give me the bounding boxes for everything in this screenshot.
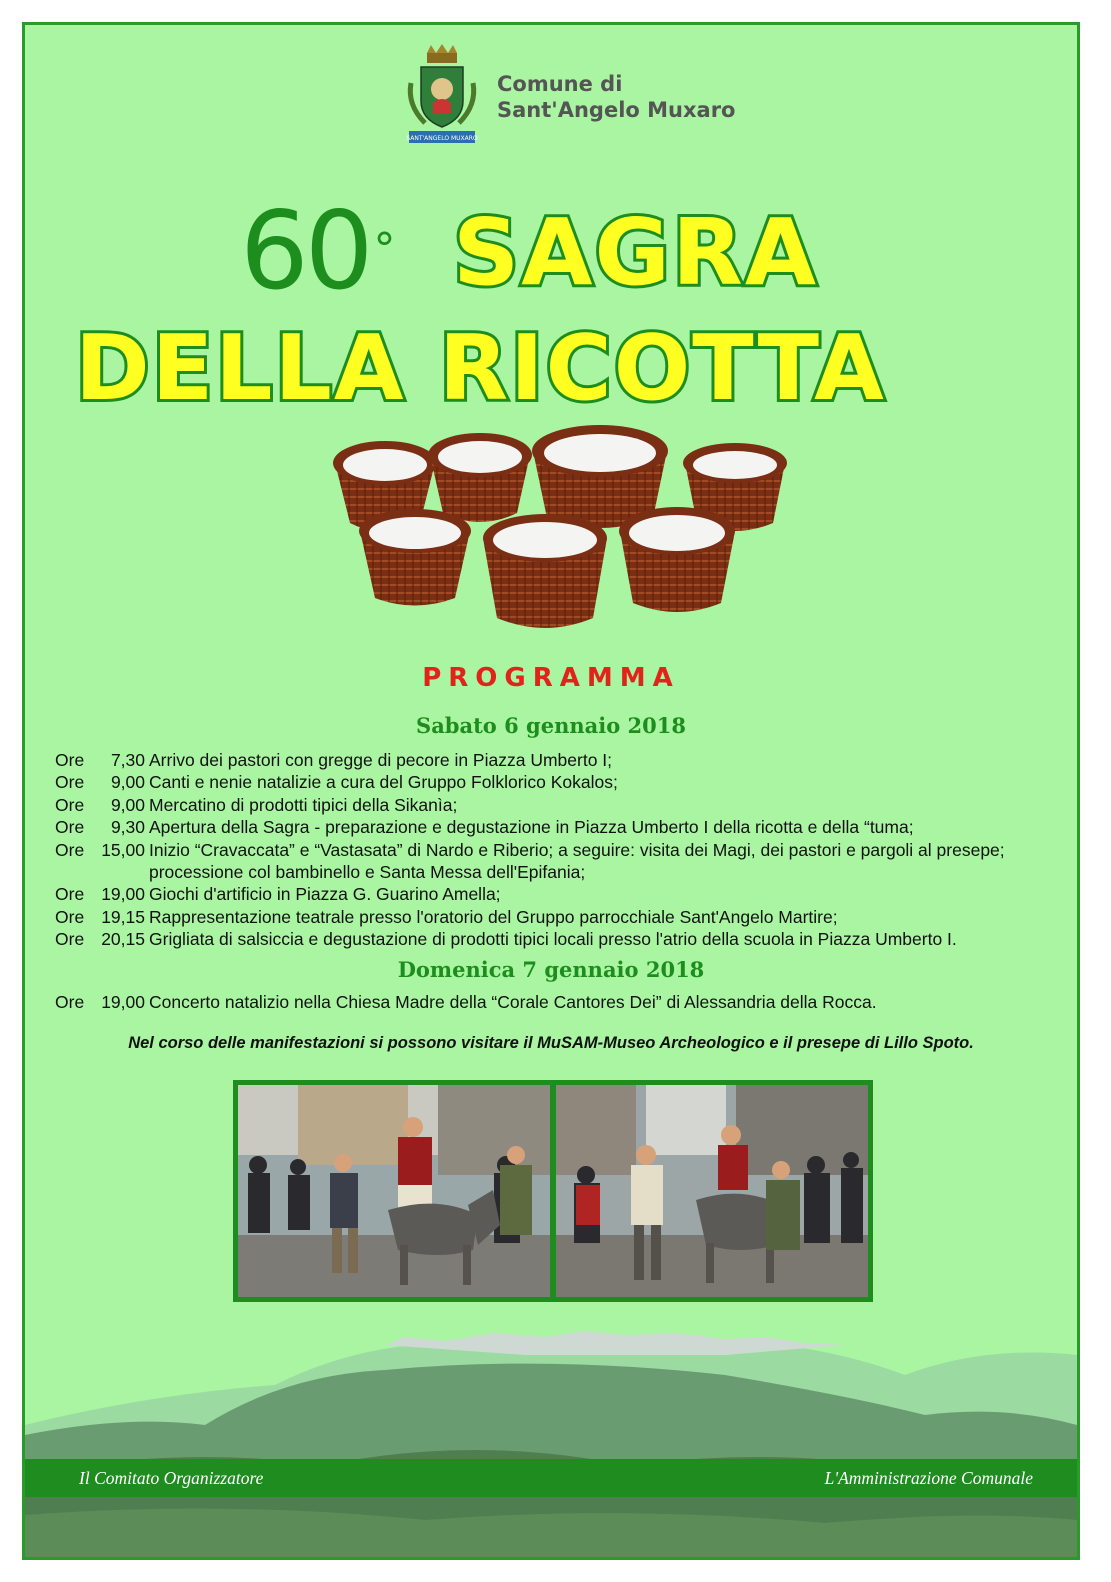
event-row xyxy=(55,928,1065,950)
event-row xyxy=(55,906,1065,928)
museum-note: Nel corso delle manifestazioni si possono visitare il MuSAM-Museo Archeologico e il presepe di Lillo Spoto. xyxy=(128,1034,974,1052)
event-text: Arrivo dei pastori con gregge di pecore in Piazza Umberto I; xyxy=(149,750,613,770)
event-text: Inizio “Cravaccata” e “Vastasata” di Nardo e Riberio; a seguire: visita dei Magi, dei pastori e pargoli al presepe; processione col bambinello e Santa Messa dell'Epifania; xyxy=(149,839,1005,883)
edition-degree: ° xyxy=(373,224,392,275)
event-row xyxy=(55,794,1065,816)
title-line-2: DELLA RICOTTA xyxy=(75,316,886,421)
ricotta-baskets-image xyxy=(305,413,805,643)
event-time: 9,00 xyxy=(110,794,145,815)
footer-committee: Il Comitato Organizzatore xyxy=(79,1468,264,1488)
event-ore: Ore xyxy=(55,992,85,1012)
day-2-date: Domenica 7 gennaio 2018 xyxy=(397,957,705,982)
event-time: 9,00 xyxy=(110,772,145,793)
event-time: 7,30 xyxy=(110,750,145,770)
event-time: 19,00 xyxy=(101,992,145,1012)
basket xyxy=(483,514,607,628)
event-ore: Ore xyxy=(55,884,85,905)
event-time: 15,00 xyxy=(101,839,145,860)
comune-line-2: Sant'Angelo Muxaro xyxy=(497,98,736,122)
event-row xyxy=(55,771,1065,793)
event-ore: Ore xyxy=(55,929,85,950)
event-time: 20,15 xyxy=(101,929,145,950)
event-text: Mercatino di prodotti tipici della Sikanìa; xyxy=(149,794,458,815)
comune-name xyxy=(497,71,735,123)
day-1-date: Sabato 6 gennaio 2018 xyxy=(416,713,686,738)
day-2-events xyxy=(55,991,1065,1013)
event-time: 9,30 xyxy=(110,817,145,838)
municipal-crest-icon xyxy=(403,43,481,149)
event-ore: Ore xyxy=(55,839,85,860)
festival-photo-right xyxy=(556,1085,868,1297)
event-time: 19,15 xyxy=(101,906,145,927)
event-text: Rappresentazione teatrale presso l'oratorio del Gruppo parrocchiale Sant'Angelo Martire; xyxy=(149,906,838,927)
day-1-events xyxy=(55,749,1065,951)
basket xyxy=(359,509,471,606)
event-row xyxy=(55,991,1065,1013)
event-row xyxy=(55,816,1065,838)
title-line-1: SAGRA xyxy=(453,199,819,306)
footer-administration: L'Amministrazione Comunale xyxy=(824,1468,1033,1488)
comune-line-1: Comune di xyxy=(497,72,623,96)
event-time: 19,00 xyxy=(101,884,145,905)
event-ore: Ore xyxy=(55,772,85,793)
event-text: Concerto natalizio nella Chiesa Madre della “Corale Cantores Dei” di Alessandria della Rocca. xyxy=(149,992,877,1012)
festival-photo-left xyxy=(238,1085,550,1297)
event-text: Grigliata di salsiccia e degustazione di prodotti tipici locali presso l'atrio della scuola in Piazza Umberto I. xyxy=(149,929,957,950)
event-text: Giochi d'artificio in Piazza G. Guarino Amella; xyxy=(149,884,501,905)
edition-number xyxy=(240,189,392,314)
village-landscape-image xyxy=(25,1315,1077,1560)
programma-heading: PROGRAMMA xyxy=(422,663,680,693)
event-ore: Ore xyxy=(55,794,85,815)
event-text: Canti e nenie natalizie a cura del Gruppo Folklorico Kokalos; xyxy=(149,772,618,793)
crest-ribbon-text: SANT'ANGELO MUXARO xyxy=(406,135,478,142)
photo-strip xyxy=(233,1080,873,1302)
event-ore: Ore xyxy=(55,750,85,770)
event-row xyxy=(55,749,1065,771)
event-row xyxy=(55,883,1065,905)
basket xyxy=(619,507,735,612)
poster xyxy=(22,22,1080,1560)
event-text: Apertura della Sagra - preparazione e degustazione in Piazza Umberto I della ricotta e della “tuma; xyxy=(149,817,914,838)
event-ore: Ore xyxy=(55,817,85,838)
event-ore: Ore xyxy=(55,906,85,927)
basket xyxy=(428,433,532,522)
edition-value: 60 xyxy=(240,189,370,314)
event-row xyxy=(55,839,1065,884)
